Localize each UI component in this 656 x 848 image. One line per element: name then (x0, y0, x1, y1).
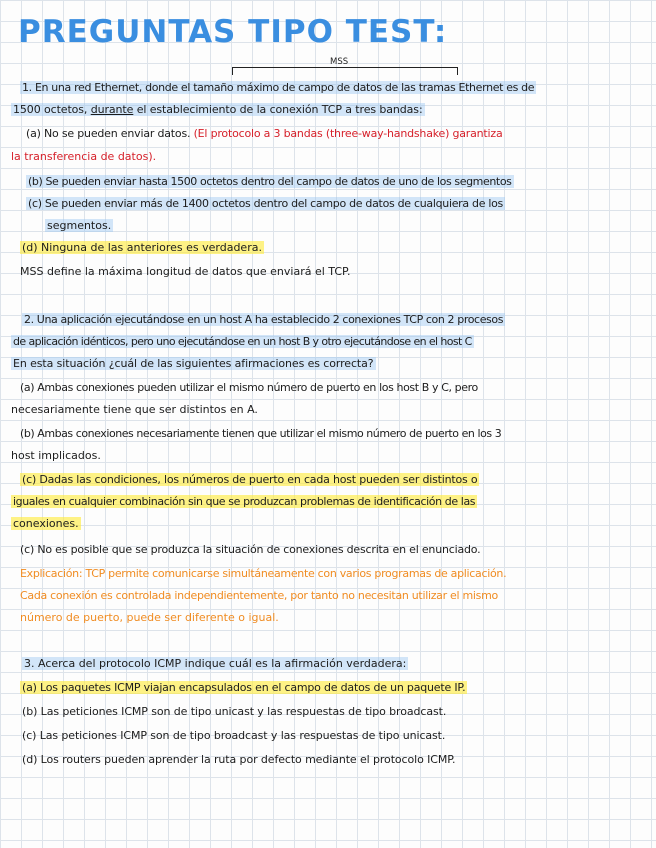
q1-option-a-note-1: (El protocolo a 3 bandas (three-way-handshake) garantiza (193, 127, 503, 140)
q2-option-b-line-1: (b) Ambas conexiones necesariamente tienen que utilizar el mismo número de puerto en los 3 (20, 427, 502, 440)
q2-stem-text-2: de aplicación idénticos, pero uno ejecutándose en un host B y otro ejecutándose en el host C (13, 335, 472, 348)
q3-stem-text: 3. Acerca del protocolo ICMP indique cuál es la afirmación verdadera: (24, 657, 407, 670)
q3-option-a (20, 680, 467, 695)
q2-stem-line-3 (11, 356, 376, 371)
q2-option-c-line-3 (11, 516, 81, 531)
q2-stem-text-3: En esta situación ¿cuál de las siguientes afirmaciones es correcta? (13, 357, 374, 370)
q2-explanation-line-1: Explicación: TCP permite comunicarse simultáneamente con varios programas de aplicación. (20, 567, 507, 580)
q1-stem-text-2a: 1500 octetos, (13, 103, 88, 116)
q1-option-c-text-2: segmentos. (47, 219, 112, 232)
q2-option-c-line-2 (11, 494, 477, 509)
q3-option-c: (c) Las peticiones ICMP son de tipo broadcast y las respuestas de tipo unicast. (22, 729, 446, 742)
q1-option-c-line-2 (45, 218, 113, 233)
q2-option-c-line-1 (20, 472, 479, 487)
q2-explanation-line-2: Cada conexión es controlada independientemente, por tanto no necesitan utilizar el mismo (20, 589, 498, 602)
q2-option-c-text-3: conexiones. (13, 517, 79, 530)
q2-option-a-line-1: (a) Ambas conexiones pueden utilizar el mismo número de puerto en los host B y C, pero (20, 381, 478, 394)
page-title: PREGUNTAS TIPO TEST: (18, 14, 448, 50)
q2-stem-line-1 (22, 312, 505, 327)
q1-option-a-note-2: la transferencia de datos). (11, 150, 157, 163)
q1-stem-text-1: 1. En una red Ethernet, donde el tamaño máximo de campo de datos de las tramas Ethernet es de (22, 81, 535, 94)
q2-option-c-text-2: iguales en cualquier combinación sin que se produzcan problemas de identificación de las (13, 495, 476, 508)
q1-stem-line-2 (11, 102, 425, 117)
q2-option-b-line-2: host implicados. (11, 449, 101, 462)
q2-explanation-line-3: número de puerto, puede ser diferente o igual. (20, 611, 279, 624)
q1-mss-note: MSS define la máxima longitud de datos que enviará el TCP. (20, 265, 351, 278)
q1-option-c-line-1 (26, 196, 505, 211)
q2-option-a-line-2: necesariamente tiene que ser distintos en A. (11, 403, 258, 416)
q1-option-c-text-1: (c) Se pueden enviar más de 1400 octetos dentro del campo de datos de cualquiera de los (28, 197, 503, 210)
q3-stem (22, 656, 408, 671)
q3-option-a-text: (a) Los paquetes ICMP viajan encapsulados en el campo de datos de un paquete IP. (22, 681, 466, 694)
q1-stem-line-1 (20, 80, 536, 95)
q1-stem-text-2b: el establecimiento de la conexión TCP a tres bandas: (136, 103, 423, 116)
q1-stem-underlined: durante (90, 103, 134, 116)
q3-option-b: (b) Las peticiones ICMP son de tipo unicast y las respuestas de tipo broadcast. (22, 705, 447, 718)
q1-option-d (20, 240, 264, 255)
q1-option-b-text: (b) Se pueden enviar hasta 1500 octetos dentro del campo de datos de uno de los segmentos (28, 175, 512, 188)
q1-option-a-line-1 (26, 126, 503, 141)
q1-stem-highlight-2 (11, 103, 425, 116)
mss-bracket (232, 67, 458, 75)
mss-label: MSS (330, 57, 349, 67)
q1-option-b (26, 174, 514, 189)
q2-option-d: (c) No es posible que se produzca la situación de conexiones descrita en el enunciado. (20, 543, 481, 556)
q2-option-c-text-1: (c) Dadas las condiciones, los números de puerto en cada host pueden ser distintos o (22, 473, 478, 486)
q3-option-d: (d) Los routers pueden aprender la ruta por defecto mediante el protocolo ICMP. (22, 753, 456, 766)
q2-stem-text-1: 2. Una aplicación ejecutándose en un host A ha establecido 2 conexiones TCP con 2 procesos (24, 313, 504, 326)
q2-stem-line-2 (11, 334, 474, 349)
q1-option-d-text: (d) Ninguna de las anteriores es verdadera. (22, 241, 262, 254)
q1-option-a: (a) No se pueden enviar datos. (26, 127, 191, 140)
